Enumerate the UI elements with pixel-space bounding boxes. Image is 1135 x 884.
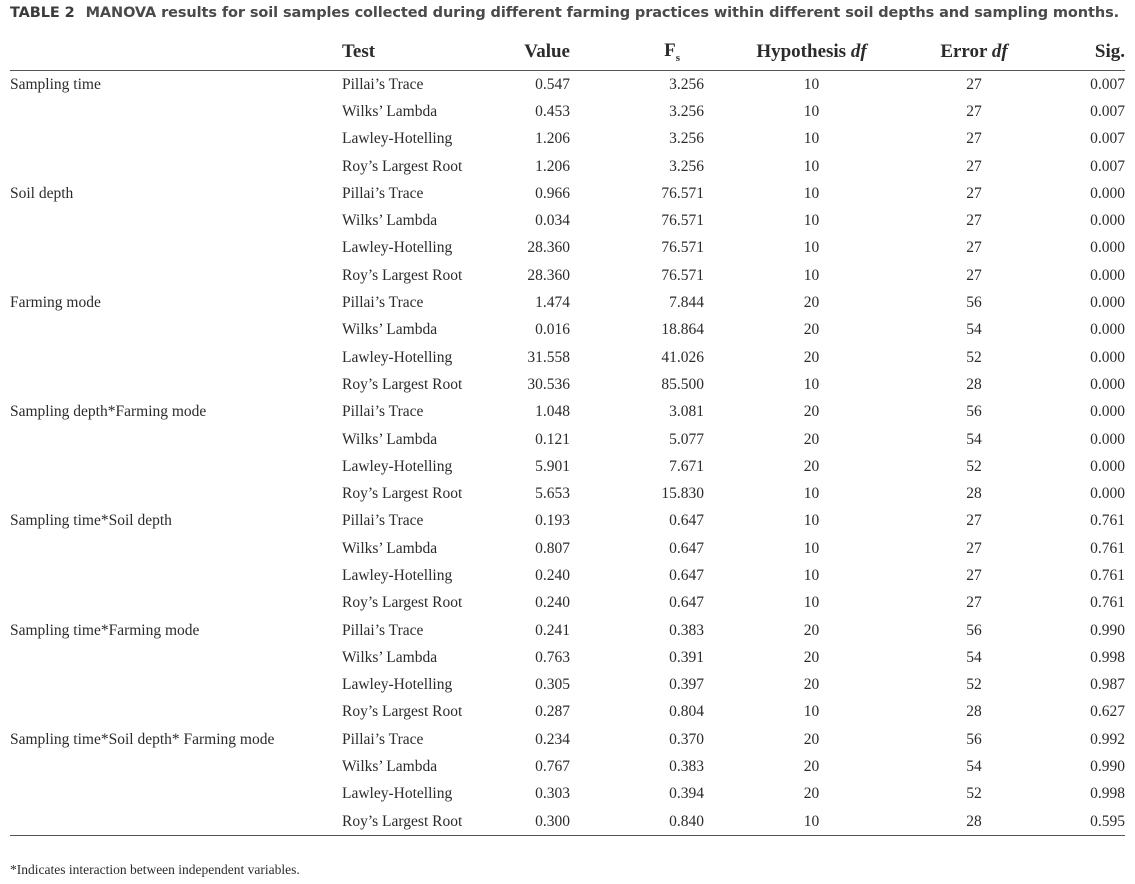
header-test: Test — [342, 34, 502, 71]
cell-fs: 0.397 — [669, 676, 704, 694]
cell-error-df: 54 — [966, 648, 982, 666]
cell-error-df: 56 — [966, 403, 982, 421]
table-row — [10, 371, 1125, 398]
cell-effect-empty — [10, 781, 342, 808]
table-row — [10, 453, 1125, 480]
cell-fs: 15.830 — [661, 485, 704, 503]
cell-test: Wilks’ Lambda — [342, 648, 438, 666]
cell-fs: 76.571 — [661, 212, 704, 230]
cell-effect-empty — [10, 371, 342, 398]
table-row — [10, 508, 1125, 535]
cell-test: Wilks’ Lambda — [342, 212, 438, 230]
cell-fs: 3.256 — [669, 130, 704, 148]
table-row — [10, 617, 1125, 644]
cell-hypothesis-df: 20 — [803, 294, 820, 312]
cell-error-df: 27 — [966, 184, 982, 202]
cell-error-df: 27 — [966, 512, 982, 530]
cell-error-df: 52 — [966, 348, 982, 366]
cell-test: Lawley-Hotelling — [342, 457, 453, 475]
header-err-main: Error — [940, 41, 988, 62]
cell-sig: 0.000 — [1090, 184, 1125, 202]
cell-sig: 0.000 — [1090, 212, 1125, 230]
table-row — [10, 153, 1125, 180]
cell-fs: 7.844 — [669, 294, 704, 312]
header-hyp-main: Hypothesis — [756, 41, 847, 62]
cell-sig: 0.761 — [1090, 594, 1125, 612]
table-row — [10, 399, 1125, 426]
cell-value: 0.287 — [535, 703, 570, 721]
cell-value: 0.240 — [535, 594, 570, 612]
cell-value: 1.206 — [535, 157, 570, 175]
cell-value: 0.453 — [535, 102, 570, 120]
cell-fs: 0.840 — [570, 808, 704, 836]
table-row — [10, 126, 1125, 153]
cell-effect-empty — [10, 317, 342, 344]
cell-value: 0.034 — [535, 212, 570, 230]
cell-fs: 76.571 — [661, 239, 704, 257]
cell-fs: 5.077 — [669, 430, 704, 448]
cell-test: Wilks’ Lambda — [342, 321, 438, 339]
cell-hypothesis-df: 20 — [803, 676, 820, 694]
cell-fs: 0.394 — [669, 785, 704, 803]
table-row — [10, 98, 1125, 125]
table-row — [10, 207, 1125, 234]
cell-hypothesis-df: 10 — [803, 130, 820, 148]
header-effect — [10, 34, 342, 71]
table-row — [10, 480, 1125, 507]
table-row — [10, 753, 1125, 780]
cell-error-df: 27 — [966, 266, 982, 284]
cell-error-df: 28 — [966, 485, 982, 503]
cell-effect-empty — [10, 98, 342, 125]
cell-hypothesis-df: 10 — [803, 539, 820, 557]
cell-sig: 0.007 — [1090, 157, 1125, 175]
cell-sig: 0.000 — [1090, 430, 1125, 448]
cell-hypothesis-df: 10 — [803, 184, 820, 202]
cell-value: 0.303 — [535, 785, 570, 803]
cell-effect-empty — [10, 808, 342, 836]
cell-value: 0.767 — [535, 758, 570, 776]
cell-hypothesis-df: 20 — [803, 648, 820, 666]
table-footnote: *Indicates interaction between independent variables. — [10, 862, 300, 877]
cell-value: 5.901 — [535, 457, 570, 475]
cell-effect: Soil depth — [10, 184, 74, 202]
cell-hypothesis-df: 10 — [803, 102, 820, 120]
cell-sig: 0.998 — [1090, 648, 1125, 666]
cell-value: 0.300 — [502, 808, 570, 836]
cell-error-df: 56 — [966, 294, 982, 312]
cell-fs: 7.671 — [669, 457, 704, 475]
cell-error-df: 27 — [966, 102, 982, 120]
cell-test: Lawley-Hotelling — [342, 130, 453, 148]
header-fs-main: F — [664, 40, 676, 62]
header-fs — [570, 34, 704, 71]
cell-hypothesis-df: 10 — [803, 212, 820, 230]
table-row — [10, 289, 1125, 316]
cell-sig: 0.000 — [1090, 239, 1125, 257]
table-header-row — [10, 34, 1125, 71]
cell-hypothesis-df: 10 — [803, 266, 820, 284]
cell-sig: 0.992 — [1090, 730, 1125, 748]
table-row — [10, 535, 1125, 562]
cell-test: Wilks’ Lambda — [342, 430, 438, 448]
cell-hypothesis-df: 20 — [803, 430, 820, 448]
cell-fs: 18.864 — [661, 321, 704, 339]
table-row — [10, 644, 1125, 671]
cell-sig: 0.000 — [1090, 266, 1125, 284]
cell-test: Lawley-Hotelling — [342, 566, 453, 584]
table-row — [10, 590, 1125, 617]
cell-effect: Sampling time*Farming mode — [10, 621, 200, 639]
cell-error-df: 52 — [966, 676, 982, 694]
cell-value: 0.193 — [535, 512, 570, 530]
cell-hypothesis-df: 10 — [803, 375, 820, 393]
cell-sig: 0.761 — [1090, 512, 1125, 530]
cell-sig: 0.000 — [1090, 321, 1125, 339]
cell-test: Pillai’s Trace — [342, 512, 424, 530]
cell-sig: 0.000 — [1090, 294, 1125, 312]
table-row — [10, 672, 1125, 699]
cell-sig: 0.007 — [1090, 102, 1125, 120]
cell-value: 5.653 — [535, 485, 570, 503]
cell-hypothesis-df: 20 — [803, 730, 820, 748]
cell-value: 0.016 — [535, 321, 570, 339]
cell-error-df: 54 — [966, 430, 982, 448]
cell-error-df: 28 — [966, 375, 982, 393]
cell-value: 30.536 — [527, 375, 570, 393]
cell-value: 0.241 — [535, 621, 570, 639]
cell-effect-empty — [10, 207, 342, 234]
cell-sig: 0.000 — [1090, 375, 1125, 393]
table-label: TABLE 2 — [10, 5, 75, 21]
table-row — [10, 180, 1125, 207]
cell-error-df: 54 — [966, 758, 982, 776]
cell-test: Roy’s Largest Root — [342, 703, 463, 721]
cell-fs: 0.804 — [669, 703, 704, 721]
cell-test: Lawley-Hotelling — [342, 348, 453, 366]
cell-effect-empty — [10, 644, 342, 671]
cell-effect-empty — [10, 535, 342, 562]
cell-sig: 0.595 — [1029, 808, 1125, 836]
cell-sig: 0.990 — [1090, 621, 1125, 639]
cell-hypothesis-df: 10 — [803, 239, 820, 257]
cell-sig: 0.761 — [1090, 539, 1125, 557]
cell-value: 0.121 — [535, 430, 570, 448]
cell-sig: 0.000 — [1090, 485, 1125, 503]
cell-sig: 0.990 — [1090, 758, 1125, 776]
cell-hypothesis-df: 20 — [803, 403, 820, 421]
cell-hypothesis-df: 10 — [803, 157, 820, 175]
cell-fs: 3.256 — [669, 75, 704, 93]
cell-fs: 85.500 — [661, 375, 704, 393]
header-error-df — [919, 34, 1029, 71]
cell-error-df: 52 — [966, 785, 982, 803]
cell-error-df: 27 — [966, 212, 982, 230]
cell-value: 0.966 — [535, 184, 570, 202]
table-row — [10, 699, 1125, 726]
cell-value: 0.305 — [535, 676, 570, 694]
table-row — [10, 726, 1125, 753]
table-caption — [10, 5, 1125, 21]
cell-effect-empty — [10, 262, 342, 289]
cell-error-df: 28 — [966, 703, 982, 721]
cell-sig: 0.000 — [1090, 348, 1125, 366]
cell-hypothesis-df: 10 — [803, 485, 820, 503]
cell-hypothesis-df: 20 — [803, 758, 820, 776]
cell-hypothesis-df: 10 — [803, 566, 820, 584]
table-row — [10, 235, 1125, 262]
cell-effect: Farming mode — [10, 294, 101, 312]
cell-value: 0.234 — [535, 730, 570, 748]
cell-error-df: 56 — [966, 621, 982, 639]
cell-value: 0.240 — [535, 566, 570, 584]
cell-test: Pillai’s Trace — [342, 621, 424, 639]
cell-test: Pillai’s Trace — [342, 403, 424, 421]
cell-error-df: 27 — [966, 594, 982, 612]
cell-effect: Sampling depth*Farming mode — [10, 403, 207, 421]
table-body — [10, 71, 1125, 836]
cell-effect-empty — [10, 126, 342, 153]
cell-effect-empty — [10, 672, 342, 699]
cell-test: Lawley-Hotelling — [342, 676, 453, 694]
cell-fs: 41.026 — [661, 348, 704, 366]
cell-error-df: 27 — [966, 539, 982, 557]
header-err-ital: df — [991, 41, 1008, 62]
cell-error-df: 27 — [966, 239, 982, 257]
cell-fs: 3.256 — [669, 102, 704, 120]
cell-sig: 0.987 — [1090, 676, 1125, 694]
cell-hypothesis-df: 10 — [704, 808, 919, 836]
cell-sig: 0.000 — [1090, 457, 1125, 475]
cell-hypothesis-df: 10 — [803, 594, 820, 612]
table-row — [10, 262, 1125, 289]
table-row — [10, 562, 1125, 589]
cell-test: Lawley-Hotelling — [342, 239, 453, 257]
cell-test: Roy’s Largest Root — [342, 266, 463, 284]
cell-test: Roy’s Largest Root — [342, 594, 463, 612]
cell-fs: 0.391 — [669, 648, 704, 666]
cell-value: 28.360 — [527, 239, 570, 257]
cell-effect-empty — [10, 453, 342, 480]
cell-hypothesis-df: 20 — [803, 785, 820, 803]
table-row — [10, 426, 1125, 453]
header-fs-sub: s — [675, 51, 680, 64]
cell-effect: Sampling time — [10, 75, 101, 93]
cell-test: Roy’s Largest Root — [342, 375, 463, 393]
manova-table — [10, 34, 1125, 836]
cell-error-df: 54 — [966, 321, 982, 339]
cell-value: 0.547 — [535, 75, 570, 93]
cell-test: Pillai’s Trace — [342, 294, 424, 312]
cell-effect-empty — [10, 344, 342, 371]
cell-hypothesis-df: 10 — [803, 512, 820, 530]
cell-hypothesis-df: 10 — [803, 703, 820, 721]
cell-hypothesis-df: 10 — [803, 75, 820, 93]
cell-value: 1.474 — [535, 294, 570, 312]
cell-sig: 0.007 — [1090, 75, 1125, 93]
cell-error-df: 27 — [966, 130, 982, 148]
cell-sig: 0.627 — [1090, 703, 1125, 721]
cell-test: Roy’s Largest Root — [342, 808, 502, 836]
cell-effect-empty — [10, 235, 342, 262]
cell-effect-empty — [10, 753, 342, 780]
cell-fs: 0.370 — [669, 730, 704, 748]
cell-test: Wilks’ Lambda — [342, 102, 438, 120]
cell-error-df: 52 — [966, 457, 982, 475]
cell-sig: 0.761 — [1090, 566, 1125, 584]
cell-sig: 0.000 — [1090, 403, 1125, 421]
table-row — [10, 317, 1125, 344]
table-caption-text: MANOVA results for soil samples collected during different farming practices within different soil depths and sampling months. — [85, 5, 1120, 21]
cell-fs: 76.571 — [661, 184, 704, 202]
cell-sig: 0.998 — [1090, 785, 1125, 803]
cell-fs: 76.571 — [661, 266, 704, 284]
cell-test: Wilks’ Lambda — [342, 758, 438, 776]
cell-fs: 0.647 — [669, 566, 704, 584]
cell-fs: 0.647 — [669, 512, 704, 530]
cell-error-df: 27 — [966, 566, 982, 584]
cell-effect-empty — [10, 562, 342, 589]
cell-test: Lawley-Hotelling — [342, 785, 453, 803]
cell-effect-empty — [10, 699, 342, 726]
cell-value: 0.763 — [535, 648, 570, 666]
cell-test: Roy’s Largest Root — [342, 485, 463, 503]
cell-hypothesis-df: 20 — [803, 348, 820, 366]
cell-fs: 3.256 — [669, 157, 704, 175]
cell-test: Roy’s Largest Root — [342, 157, 463, 175]
cell-hypothesis-df: 20 — [803, 321, 820, 339]
cell-value: 0.807 — [535, 539, 570, 557]
table-row — [10, 344, 1125, 371]
cell-error-df: 56 — [966, 730, 982, 748]
cell-hypothesis-df: 20 — [803, 621, 820, 639]
cell-fs: 0.383 — [669, 758, 704, 776]
cell-effect-empty — [10, 153, 342, 180]
cell-error-df: 27 — [966, 75, 982, 93]
header-hypothesis-df — [704, 34, 919, 71]
cell-value: 28.360 — [527, 266, 570, 284]
cell-test: Pillai’s Trace — [342, 730, 424, 748]
header-value: Value — [502, 34, 570, 71]
header-sig: Sig. — [1029, 34, 1125, 71]
table-row — [10, 781, 1125, 808]
cell-effect-empty — [10, 590, 342, 617]
table-row — [10, 808, 1125, 836]
table-row — [10, 71, 1125, 99]
cell-fs: 0.383 — [669, 621, 704, 639]
cell-value: 1.048 — [535, 403, 570, 421]
cell-test: Wilks’ Lambda — [342, 539, 438, 557]
cell-sig: 0.007 — [1090, 130, 1125, 148]
cell-fs: 3.081 — [669, 403, 704, 421]
cell-error-df: 27 — [966, 157, 982, 175]
cell-error-df: 28 — [919, 808, 1029, 836]
cell-fs: 0.647 — [669, 539, 704, 557]
cell-effect: Sampling time*Soil depth — [10, 512, 172, 530]
cell-effect: Sampling time*Soil depth* Farming mode — [10, 730, 275, 748]
cell-hypothesis-df: 20 — [803, 457, 820, 475]
header-hyp-ital: df — [850, 41, 867, 62]
cell-fs: 0.647 — [669, 594, 704, 612]
cell-value: 31.558 — [527, 348, 570, 366]
cell-effect-empty — [10, 480, 342, 507]
cell-test: Pillai’s Trace — [342, 75, 424, 93]
cell-test: Pillai’s Trace — [342, 184, 424, 202]
cell-effect-empty — [10, 426, 342, 453]
cell-value: 1.206 — [535, 130, 570, 148]
